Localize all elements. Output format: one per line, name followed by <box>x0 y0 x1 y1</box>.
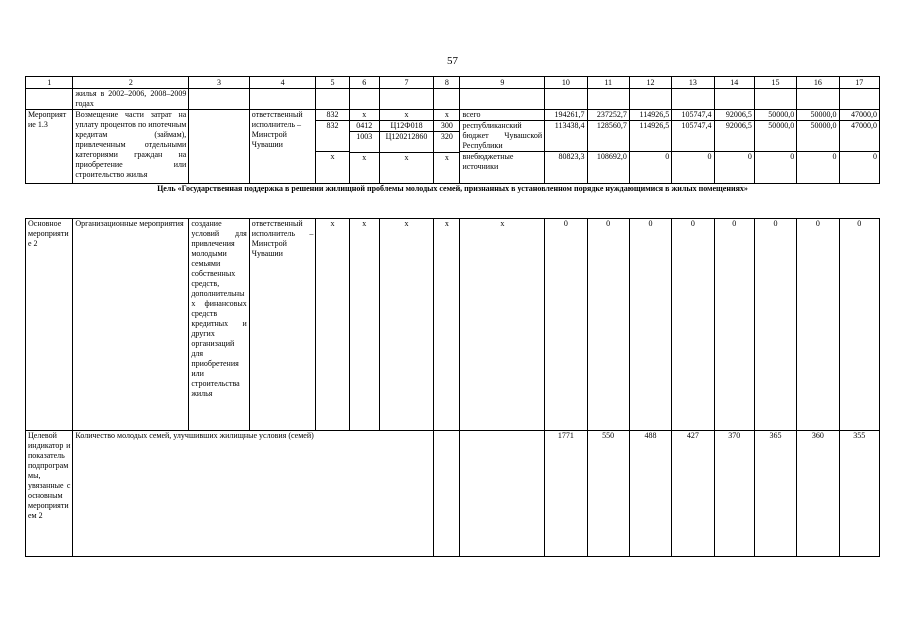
measure-description: Организационные мероприятия <box>73 219 189 431</box>
indicator-value: 365 <box>754 431 796 557</box>
value-cell: 0 <box>587 219 629 431</box>
value-cell: 194261,7 <box>554 110 585 119</box>
measure-name: Мероприятие 1.3 <box>26 110 73 184</box>
value-cell: 0 <box>840 151 879 162</box>
header-cell: 12 <box>629 77 671 89</box>
indicator-value: 1771 <box>545 431 587 557</box>
value-cell: 114926,5 <box>639 110 670 119</box>
measure-description: Возмещение части затрат на уплату процентов по ипотечным кредитам (займам), привлеченным отдельными категориями граждан на приобретение или строительство жилья <box>73 110 189 184</box>
cs-code: х <box>379 219 433 431</box>
value-cell: 0 <box>715 151 754 162</box>
value-cell: 105747,4 <box>672 120 713 131</box>
rz-code: х <box>362 110 367 119</box>
source-extrabudget: внебюджетные источники <box>460 151 544 172</box>
vr-code: х <box>434 219 460 431</box>
vr-code: 300 <box>434 120 459 131</box>
header-cell: 17 <box>839 77 879 89</box>
rz-code: 0412 <box>350 120 379 131</box>
source-republican: республиканский бюджет Чувашской Республики <box>462 121 543 150</box>
value-cell: 0 <box>797 219 839 431</box>
gr-code: х <box>316 219 349 431</box>
continuation-row <box>26 89 880 110</box>
cs-code: х <box>404 110 409 119</box>
value-cell: 105747,4 <box>681 110 712 119</box>
indicator-description: Количество молодых семей, улучшивших жилищные условия (семей) <box>73 431 316 557</box>
measure-executor: ответственный исполнитель – Минстрой Чувашии <box>249 110 316 184</box>
value-cell: 0 <box>672 151 713 162</box>
header-cell: 6 <box>349 77 379 89</box>
value-cell: 0 <box>755 151 796 162</box>
indicator-value: 488 <box>629 431 671 557</box>
value-cell: 0 <box>797 151 838 162</box>
header-cell: 14 <box>714 77 754 89</box>
value-cell: 108692,0 <box>588 151 629 162</box>
value-cell: 92006,5 <box>725 110 752 119</box>
value-cell: 0 <box>630 151 671 162</box>
header-cell: 1 <box>26 77 73 89</box>
value-cell: 50000,0 <box>755 120 796 131</box>
indicator-value: 370 <box>714 431 754 557</box>
value-cell: 0 <box>672 219 714 431</box>
cs-code: Ц12Ф018 <box>380 120 433 131</box>
value-cell: 47000,0 <box>851 110 877 119</box>
value-cell: 114926,5 <box>630 120 671 131</box>
value-cell: 0 <box>545 219 587 431</box>
measure-executor: ответственный исполнитель – Минстрой Чувашии <box>249 219 316 431</box>
header-cell: 3 <box>189 77 249 89</box>
rz-code: х <box>349 219 379 431</box>
measure-2-row <box>26 219 880 431</box>
indicator-value: 355 <box>839 431 879 557</box>
vr-code: х <box>444 110 449 119</box>
value-cell: 50000,0 <box>810 110 837 119</box>
measure-name: Основное мероприятие 2 <box>26 219 73 431</box>
value-cell: 0 <box>839 219 879 431</box>
goal-row <box>26 184 880 219</box>
indicator-value: 550 <box>587 431 629 557</box>
value-cell: 80823,3 <box>545 151 586 162</box>
value-cell: 50000,0 <box>768 110 795 119</box>
indicator-name: Целевой индикатор и показатель подпрограммы, увязанные с основным мероприятием 2 <box>26 431 73 557</box>
cs-code: х <box>380 152 433 163</box>
continuation-text: жилья в 2002–2006, 2008–2009 годах <box>73 89 189 110</box>
header-cell: 13 <box>672 77 714 89</box>
header-cell: 15 <box>754 77 796 89</box>
header-cell: 9 <box>460 77 545 89</box>
gr-code: 832 <box>326 110 339 119</box>
value-cell: 0 <box>754 219 796 431</box>
source-total: всего <box>462 110 481 119</box>
indicator-row <box>26 431 880 557</box>
gr-code: 832 <box>316 120 348 131</box>
header-cell: 7 <box>379 77 433 89</box>
indicator-value: 360 <box>797 431 839 557</box>
header-cell: 11 <box>587 77 629 89</box>
value-cell: 128560,7 <box>588 120 629 131</box>
source: х <box>460 219 545 431</box>
header-cell: 2 <box>73 77 189 89</box>
value-cell: 0 <box>714 219 754 431</box>
value-cell: 113438,4 <box>545 120 586 131</box>
program-table <box>25 76 880 557</box>
header-cell: 16 <box>797 77 839 89</box>
value-cell: 92006,5 <box>715 120 754 131</box>
goal-heading: Цель «Государственная поддержка в решении жилищной проблемы молодых семей, признанных в установленном порядке нуждающимися в жилых помещениях» <box>26 184 880 219</box>
value-cell: 0 <box>629 219 671 431</box>
page-number: 57 <box>447 55 458 67</box>
cs-code: Ц120212860 <box>380 131 433 142</box>
header-cell: 8 <box>434 77 460 89</box>
value-cell: 47000,0 <box>840 120 879 131</box>
rz-code: 1003 <box>350 131 379 142</box>
vr-code: 320 <box>434 131 459 142</box>
gr-code: х <box>316 151 348 162</box>
rz-code: х <box>350 152 379 163</box>
header-cell: 4 <box>249 77 316 89</box>
value-cell: 50000,0 <box>797 120 838 131</box>
measure-result: создание условий для привлечения молодыми семьями собственных средств, дополнительных финансовых средств кредитных и других организаций для приобретения или строительства жилья <box>189 219 249 431</box>
header-cell: 10 <box>545 77 587 89</box>
measure-1-3-row <box>26 110 880 184</box>
indicator-value: 427 <box>672 431 714 557</box>
header-cell: 5 <box>316 77 349 89</box>
value-cell: 237252,7 <box>596 110 627 119</box>
vr-code: х <box>434 152 459 163</box>
column-number-row <box>26 77 880 89</box>
